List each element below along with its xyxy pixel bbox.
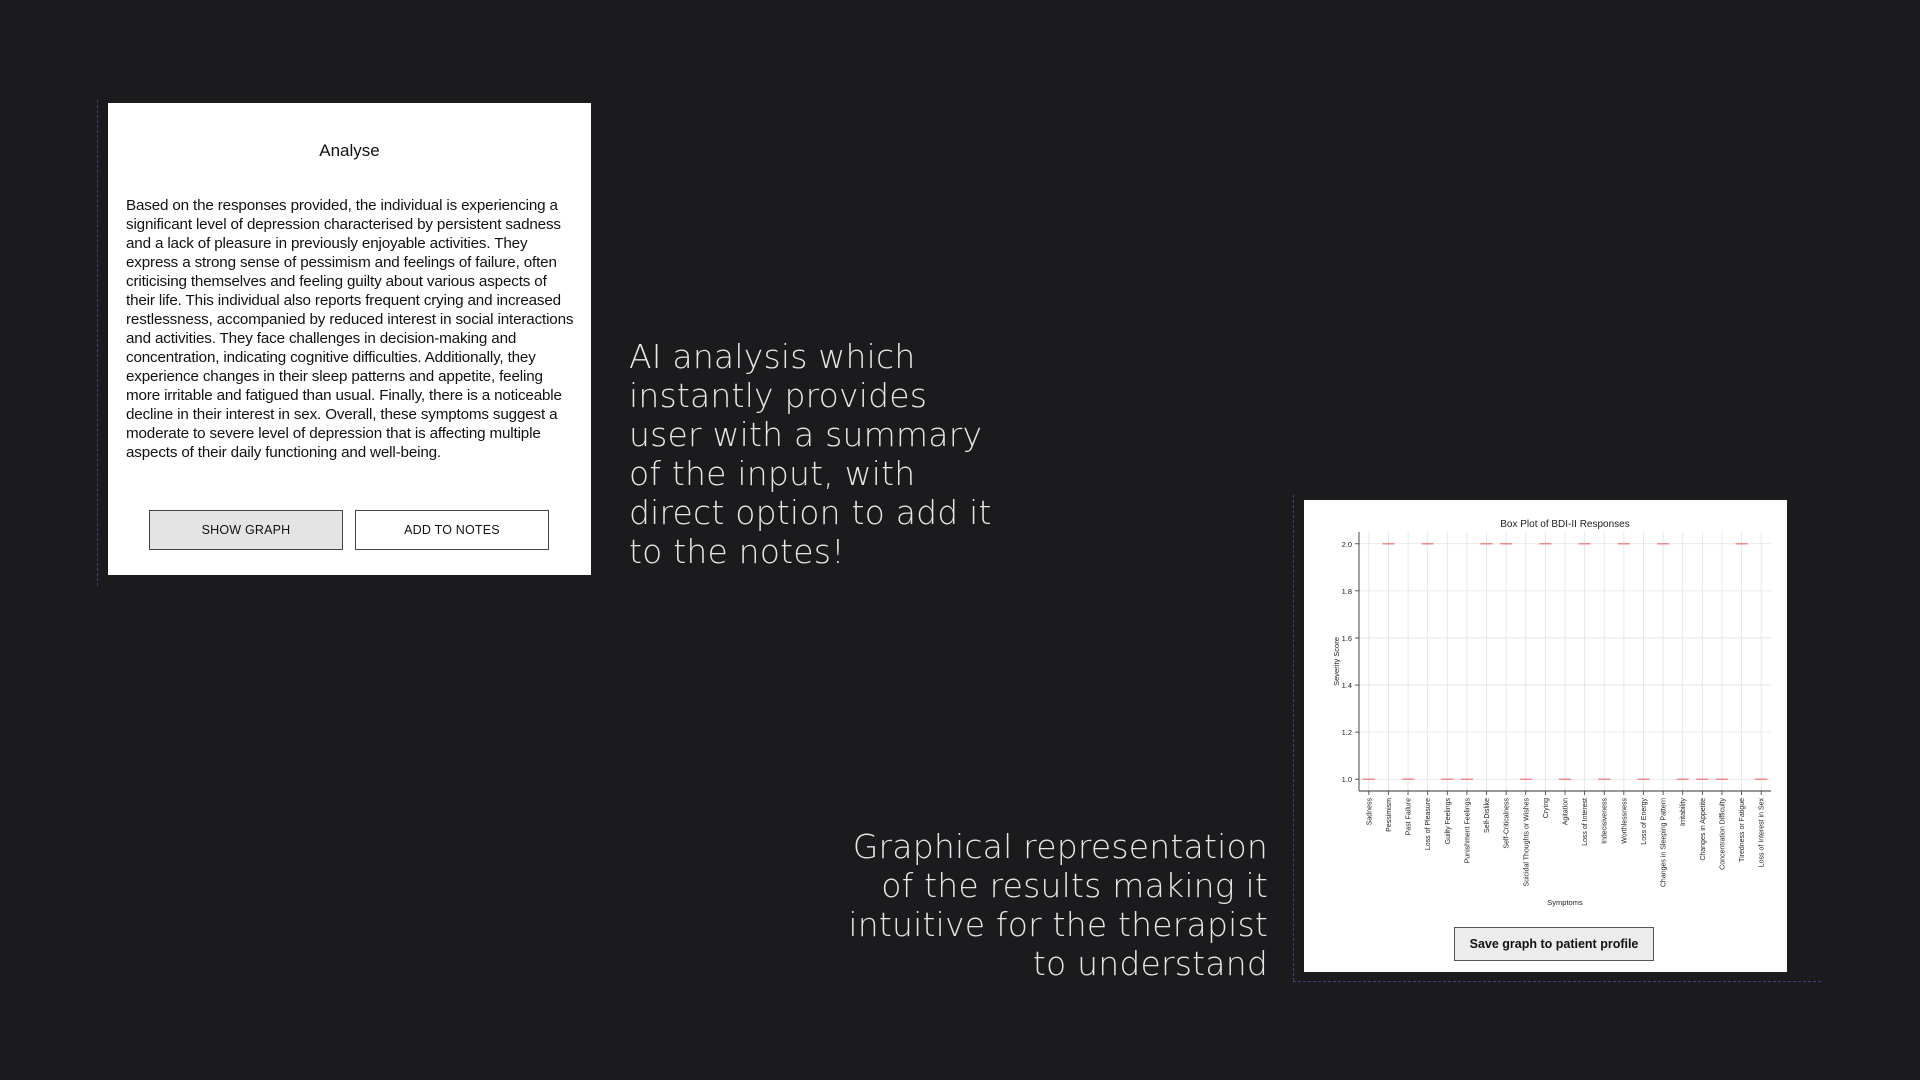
x-tick-label: Loss of Pleasure [1425,798,1433,851]
x-tick-label: Worthlessness [1621,798,1629,844]
x-tick-label: Self-Criticalness [1503,798,1511,849]
x-tick-label: Loss of Interest in Sex [1758,798,1766,868]
x-tick-label: Loss of Interest [1582,798,1590,846]
analysis-text: Based on the responses provided, the individual is experiencing a significant level of depression characterised by persistent sadness and a lack of pleasure in previously enjoyable activities. They express a strong sense of pessimism and feelings of failure, often criticising themselves and feeling guilty about various aspects of their life. This individual also reports frequent crying and increased restlessness, accompanied by reduced interest in social interactions and activities. They face challenges in decision-making and concentration, indicating cognitive difficulties. Additionally, they experience changes in their sleep patterns and appetite, feeling more irritable and fatigued than usual. Finally, there is a noticeable decline in their interest in sex. Overall, these symptoms suggest a moderate to severe level of depression that is affecting multiple aspects of their daily functioning and well-being. [126,197,574,461]
guide-line [1293,495,1294,981]
y-tick-label: 1.4 [1341,681,1352,691]
box-plot-chart [1304,500,1787,920]
graph-caption: Graphical representation of the results making it intuitive for the therapist to understand [848,827,1268,983]
x-tick-label: Crying [1542,798,1550,819]
x-tick-label: Punishment Feelings [1464,798,1472,864]
x-tick-label: Tiredness or Fatigue [1739,798,1747,862]
ai-analysis-caption: AI analysis which instantly provides user with a summary of the input, with direct option to add it to the notes! [629,337,992,571]
y-tick-label: 1.2 [1341,728,1352,738]
y-axis-label: Severity Score [1332,637,1341,686]
x-tick-label: Changes in Sleeping Pattern [1660,798,1668,888]
x-tick-label: Loss of Energy [1640,798,1648,845]
guide-line [97,100,98,586]
x-tick-label: Sadness [1366,798,1374,826]
x-tick-label: Indecisiveness [1601,798,1609,844]
x-axis-label: Symptoms [1547,898,1583,907]
y-tick-label: 1.6 [1341,633,1352,643]
show-graph-button[interactable]: SHOW GRAPH [149,510,343,550]
chart-title: Box Plot of BDI-II Responses [1500,519,1630,530]
x-tick-label: Suicidal Thoughts or Wishes [1523,798,1531,887]
save-graph-button[interactable]: Save graph to patient profile [1454,927,1654,961]
guide-line [1293,981,1821,982]
x-tick-label: Past Failure [1405,798,1413,836]
x-tick-label: Changes in Appetite [1699,798,1707,861]
x-tick-label: Concentration Difficulty [1719,798,1727,870]
add-to-notes-button[interactable]: ADD TO NOTES [355,510,549,550]
y-tick-label: 1.8 [1341,586,1352,596]
x-tick-label: Agitation [1562,798,1570,826]
x-tick-label: Guilty Feelings [1444,798,1452,845]
x-tick-label: Irritability [1680,798,1688,827]
analyse-card [108,103,591,575]
x-tick-label: Pessimism [1385,798,1393,832]
analyse-title: Analyse [319,141,380,160]
graph-card [1304,500,1787,972]
y-tick-label: 1.0 [1341,775,1352,785]
y-tick-label: 2.0 [1341,539,1352,549]
x-tick-label: Self-Dislike [1484,798,1492,834]
